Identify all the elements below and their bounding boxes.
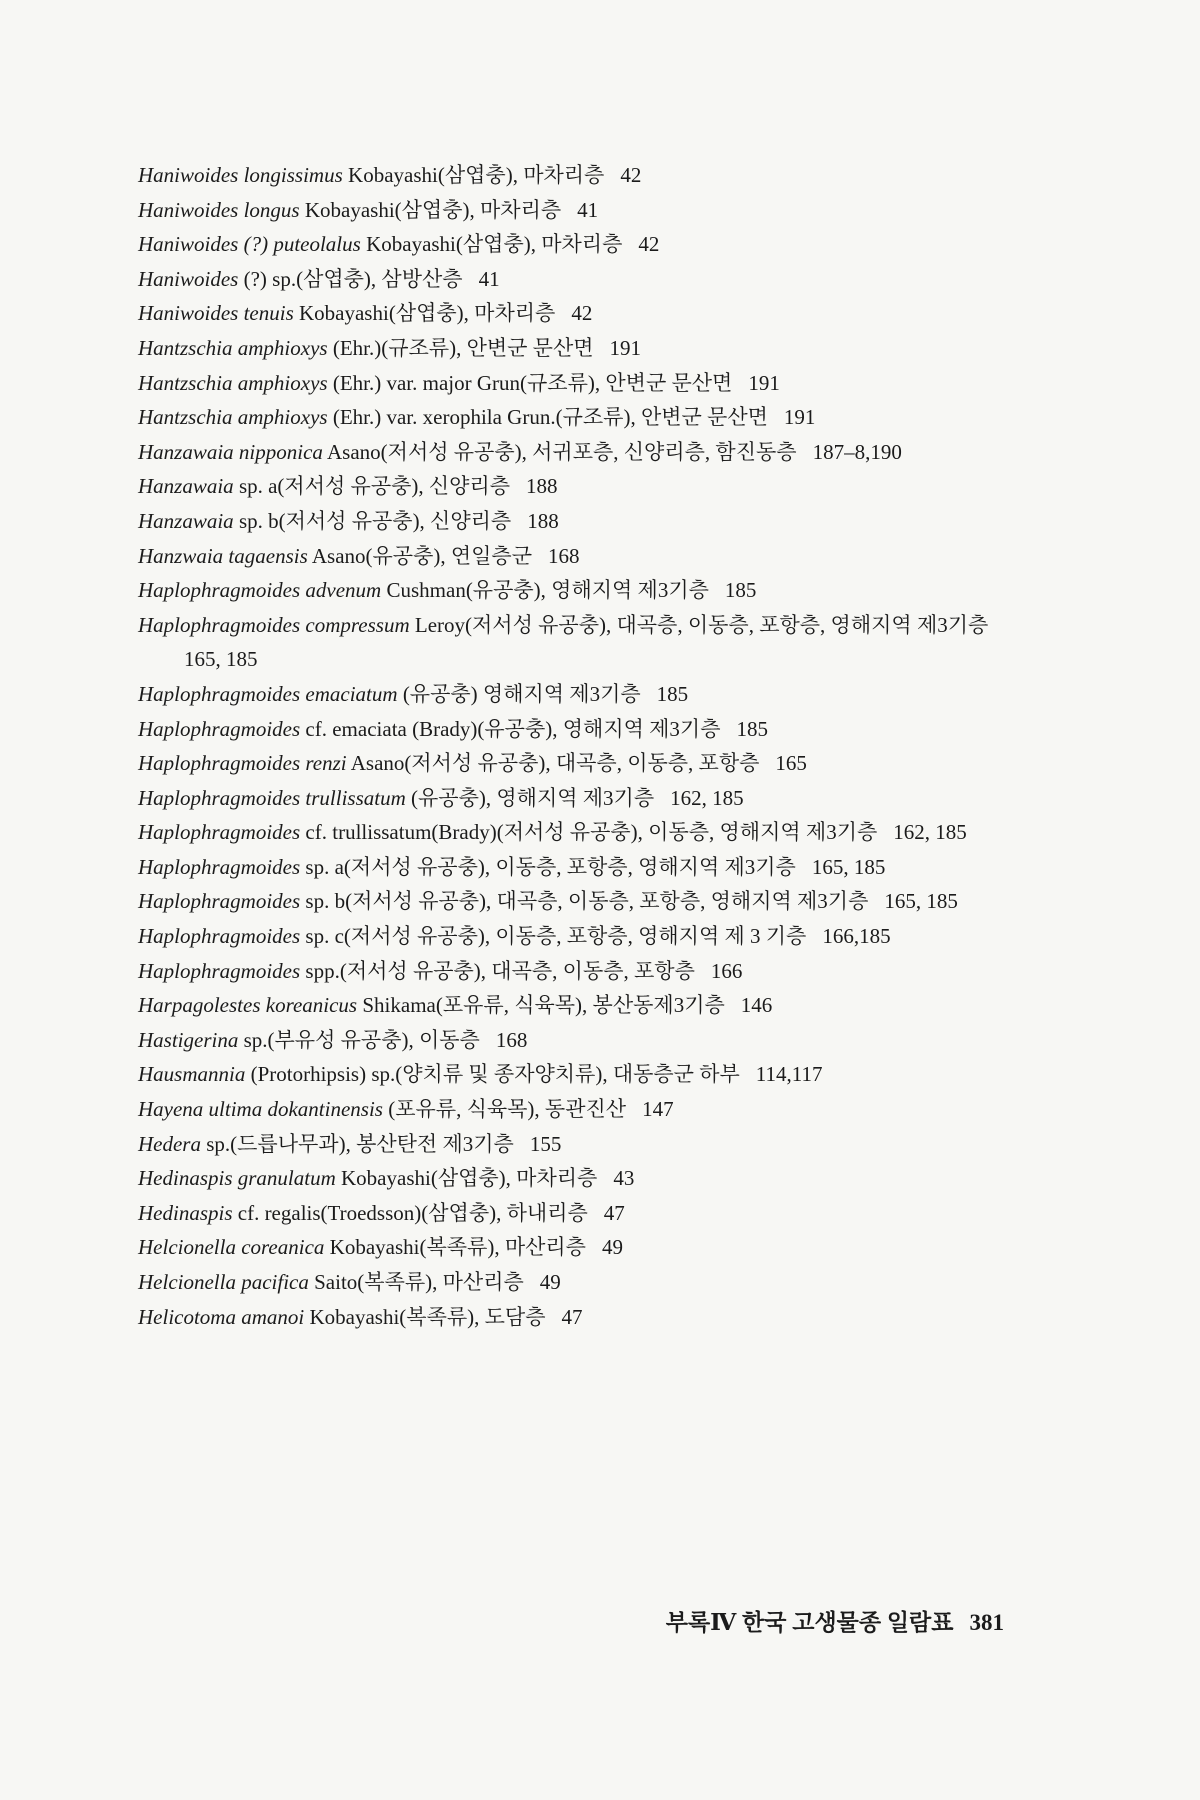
entry-details: Kobayashi(복족류), 도담층 [309,1304,546,1329]
index-entry [138,712,1028,747]
index-entry [138,781,1028,816]
page-references: 43 [613,1166,635,1191]
page-references: 185 [736,716,768,741]
taxon-name: Haplophragmoides trullissatum [138,785,406,810]
page-references: 41 [577,197,599,222]
taxon-name: Hanzawaia [138,508,234,533]
entry-details: Kobayashi(삼엽충), 마차리층 [299,301,556,326]
index-entry [138,296,1028,331]
taxon-name: Hedinaspis granulatum [138,1166,336,1191]
index-entry [138,954,1028,989]
taxon-name: Haplophragmoides [138,889,301,914]
index-entry [138,1057,1028,1092]
entry-details: Kobayashi(삼엽충), 마차리층 [348,163,605,187]
page-references: 47 [561,1304,583,1329]
entry-details: cf. trullissatum(Brady)(저서성 유공충), 이동층, 영해지역 제3기층 [305,820,878,845]
taxon-name: Haplophragmoides [138,820,301,845]
page-references: 166,185 [822,924,891,949]
entry-details: Kobayashi(복족류), 마산리층 [329,1235,586,1260]
page-references: 41 [478,266,500,291]
taxon-name: Haniwoides tenuis [138,301,294,326]
taxon-name: Hantzschia amphioxys [138,405,328,430]
index-entry [138,919,1028,954]
page-references: 168 [495,1027,528,1052]
index-entry [138,1023,1028,1058]
index-entry [138,1196,1028,1231]
index-entry [138,677,1028,712]
index-entry [138,400,1028,435]
entry-details: (Protorhipsis) sp.(양치류 및 종자양치류), 대동층군 하부 [250,1062,740,1087]
index-entry [138,1161,1028,1196]
index-entry [138,1265,1028,1300]
footer-label: 부록Ⅳ 한국 고생물종 일람표 [665,1610,954,1635]
entry-details: sp. a(저서성 유공충), 신양리층 [238,474,511,499]
entry-details: Kobayashi(삼엽충), 마차리층 [341,1166,598,1191]
entry-details: (유공충) 영해지역 제3기층 [402,681,641,706]
index-entry [138,1230,1028,1265]
page-references: 185 [724,578,757,603]
index-entry [138,158,1028,193]
index-entry [138,1127,1028,1162]
taxon-name: Haniwoides [138,266,239,291]
entry-details: sp. a(저서성 유공충), 이동층, 포항층, 영해지역 제3기층 [305,854,796,879]
page-references: 42 [638,232,660,257]
page-references: 168 [548,543,580,568]
page-references: 191 [783,405,816,430]
entry-details: sp.(부유성 유공충), 이동층 [243,1027,480,1052]
entry-details: (포유류, 식육목), 동관진산 [388,1097,627,1122]
entry-details: sp.(드릅나무과), 봉산탄전 제3기층 [206,1131,514,1156]
page-references: 166 [710,958,743,983]
taxon-name: Helcionella pacifica [138,1270,309,1294]
page-references: 188 [527,508,559,533]
entry-details: (Ehr.)(규조류), 안변군 문산면 [332,335,594,360]
index-entry [138,435,1028,470]
page-references: 155 [529,1131,562,1156]
index-entry [138,262,1028,297]
taxon-name: Hastigerina [138,1027,239,1052]
taxon-name: Haplophragmoides [138,958,301,983]
taxon-name: Helcionella coreanica [138,1235,325,1260]
page-references: 147 [642,1097,674,1122]
taxon-name: Haniwoides longus [138,197,300,222]
page-references: 42 [571,301,593,326]
page-references: 162, 185 [670,785,744,810]
index-entry [138,815,1028,850]
index-entry [138,193,1028,228]
taxon-name: Haplophragmoides emaciatum [138,681,398,706]
page-references: 42 [620,163,642,187]
index-entry [138,469,1028,504]
taxon-name: Haniwoides longissimus [138,163,343,187]
page-references: 49 [601,1235,623,1260]
entry-details: spp.(저서성 유공충), 대곡층, 이동층, 포항층 [305,958,695,983]
taxon-name: Harpagolestes koreanicus [138,993,358,1018]
entry-details: Leroy(저서성 유공충), 대곡층, 이동층, 포항층, 영해지역 제3기층 [414,612,989,637]
page-references: 191 [748,370,780,395]
page-references: 191 [609,335,642,360]
entry-details: sp. b(저서성 유공충), 대곡층, 이동층, 포항층, 영해지역 제3기층 [305,889,869,914]
page-references: 49 [539,1270,561,1294]
index-entry [138,746,1028,781]
entry-details: (Ehr.) var. xerophila Grun.(규조류), 안변군 문산면 [332,405,768,430]
taxon-name: Hedinaspis [138,1200,233,1225]
page-references: 165, 185 [884,889,958,914]
entry-details: Cushman(유공충), 영해지역 제3기층 [386,578,709,603]
taxon-name: Hedera [138,1131,201,1156]
index-entry [138,331,1028,366]
taxon-name: Haplophragmoides [138,716,301,741]
index-entry [138,1300,1028,1335]
taxon-name: Haplophragmoides renzi [138,751,347,776]
entry-details: (Ehr.) var. major Grun(규조류), 안변군 문산면 [332,370,733,395]
page-references: 165 [775,751,807,776]
page-references: 47 [603,1200,625,1225]
taxon-name: Hayena ultima dokantinensis [138,1097,383,1122]
page-footer [666,1604,1004,1637]
entry-details: Saito(복족류), 마산리층 [314,1270,524,1294]
index-entry [138,366,1028,401]
page-references: 114,117 [755,1062,823,1087]
taxon-name: Haplophragmoides compressum [138,612,410,637]
taxon-name: Helicotoma amanoi [138,1304,305,1329]
entry-details: sp. b(저서성 유공충), 신양리층 [238,508,512,533]
entry-details: cf. emaciata (Brady)(유공충), 영해지역 제3기층 [305,716,721,741]
entry-details: Asano(저서성 유공충), 대곡층, 이동층, 포항층 [350,751,760,776]
entry-details: Shikama(포유류, 식육목), 봉산동제3기층 [362,993,725,1018]
index-entries [138,158,1028,1334]
entry-details: sp. c(저서성 유공충), 이동층, 포항층, 영해지역 제 3 기층 [305,924,807,949]
entry-details: Kobayashi(삼엽충), 마차리층 [304,197,562,222]
page-references: 187–8,190 [812,439,902,464]
index-entry [138,573,1028,608]
entry-details: (유공충), 영해지역 제3기층 [411,785,655,810]
entry-details: Kobayashi(삼엽충), 마차리층 [366,232,623,257]
page-references: 162, 185 [893,820,967,845]
page-references: 165, 185 [184,647,258,672]
taxon-name: Haplophragmoides [138,924,301,949]
page-references: 185 [656,681,689,706]
taxon-name: Haniwoides (?) puteolalus [138,232,361,257]
taxon-name: Hausmannia [138,1062,246,1087]
page-references: 188 [526,474,558,499]
index-entry [138,1092,1028,1127]
taxon-name: Hantzschia amphioxys [138,335,328,360]
taxon-name: Hantzschia amphioxys [138,370,328,395]
index-entry [138,539,1028,574]
taxon-name: Hanzawaia [138,474,234,499]
index-entry [138,608,1028,677]
page-references: 165, 185 [811,854,886,879]
taxon-name: Hanzawaia nipponica [138,439,323,464]
taxon-name: Hanzwaia tagaensis [138,543,308,568]
entry-details: Asano(유공충), 연일층군 [311,543,533,568]
entry-details: Asano(저서성 유공충), 서귀포층, 신양리층, 함진동층 [327,439,797,464]
index-entry [138,850,1028,885]
entry-details: (?) sp.(삼엽충), 삼방산층 [243,266,463,291]
index-entry [138,988,1028,1023]
index-entry [138,504,1028,539]
taxon-name: Haplophragmoides [138,854,301,879]
index-entry [138,227,1028,262]
index-entry [138,884,1028,919]
taxon-name: Haplophragmoides advenum [138,578,382,603]
page-references: 146 [740,993,773,1018]
entry-details: cf. regalis(Troedsson)(삼엽충), 하내리층 [237,1200,588,1225]
page-number: 381 [969,1610,1004,1635]
